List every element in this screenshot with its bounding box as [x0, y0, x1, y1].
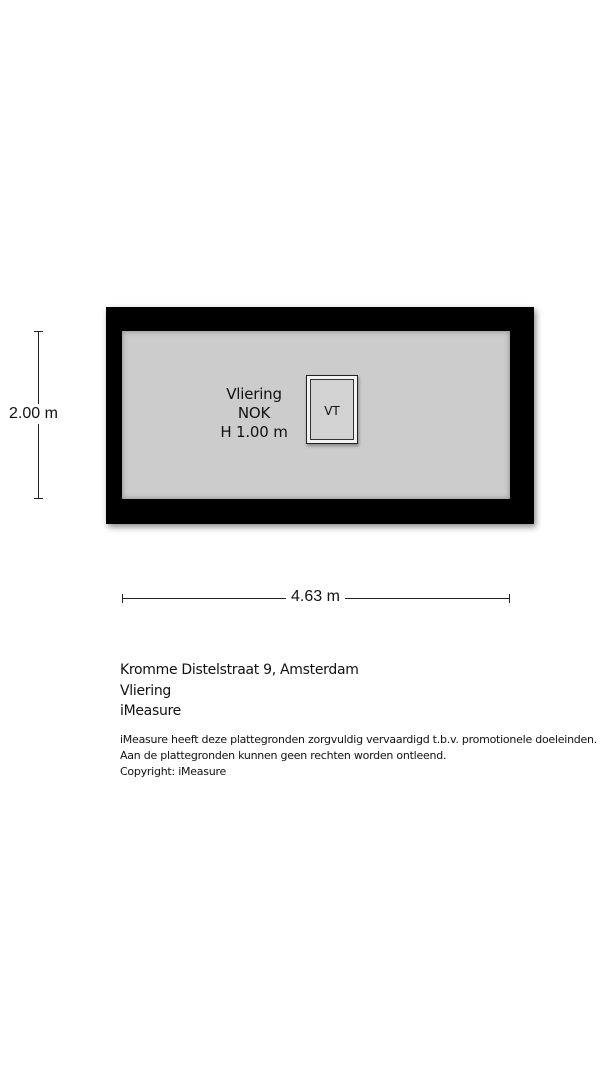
width-dimension-tick-right — [509, 594, 510, 603]
room-label — [212, 385, 296, 442]
height-dimension-tick-bottom — [34, 498, 43, 499]
disclaimer-line-1: iMeasure heeft deze plattegronden zorgvuldig vervaardigd t.b.v. promotionele doeleinden. — [120, 733, 598, 746]
attic-hatch-label: VT — [324, 404, 340, 418]
property-info — [120, 660, 359, 722]
height-dimension-label: 2.00 m — [9, 405, 58, 422]
disclaimer-line-2: Aan de plattegronden kunnen geen rechten worden ontleend. — [120, 749, 447, 762]
floor-name: Vliering — [120, 682, 171, 699]
width-dimension-tick-left — [122, 594, 123, 603]
property-address: Kromme Distelstraat 9, Amsterdam — [120, 662, 359, 678]
room-note: NOK — [237, 404, 271, 422]
room-name: Vliering — [226, 385, 282, 403]
attic-hatch — [306, 375, 358, 444]
room-height: H 1.00 m — [220, 423, 288, 441]
disclaimer — [120, 732, 597, 780]
width-dimension-label: 4.63 m — [286, 588, 345, 606]
copyright-line: Copyright: iMeasure — [120, 765, 227, 778]
company-name: iMeasure — [120, 703, 181, 719]
height-dimension-tick-top — [34, 331, 43, 332]
attic-hatch-inner — [310, 379, 354, 440]
